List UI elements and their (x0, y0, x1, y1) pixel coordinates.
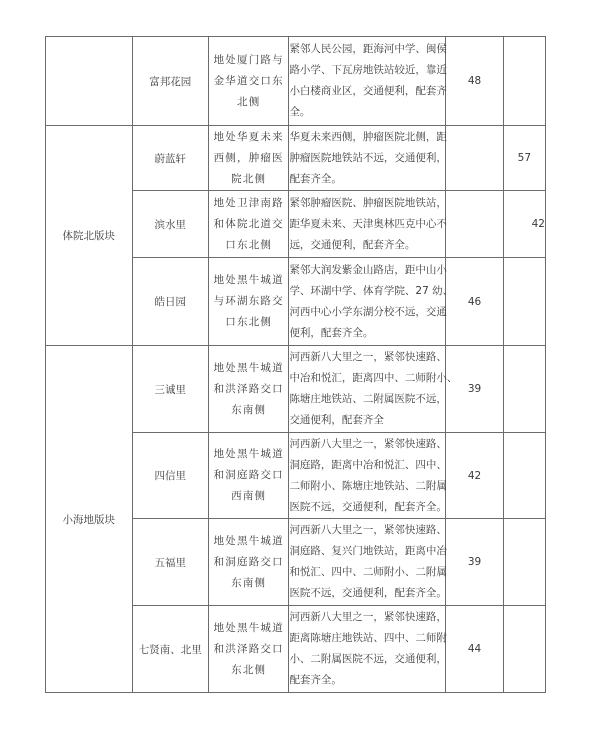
location-line: 和洞庭路交口 (213, 555, 284, 568)
extra-score-cell (503, 37, 545, 126)
score-cell: 39 (446, 519, 503, 606)
description-cell (289, 433, 446, 519)
score-cell: 46 (446, 258, 503, 346)
description-line: 配套齐全。 (289, 674, 342, 686)
location-line: 地处黑牛城道 (213, 361, 284, 374)
location-line: 和体院北道交 (213, 217, 284, 230)
description-cell (289, 37, 446, 126)
location-line: 地处黑牛城道 (213, 621, 284, 634)
description-line: 医院不远，交通便利，配套齐全。 (289, 500, 447, 513)
community-name: 蔚蓝轩 (132, 126, 208, 191)
extra-score-cell: 42 (503, 191, 545, 258)
location-line: 西南侧 (231, 490, 267, 502)
location-cell (208, 346, 288, 433)
location-line: 与环湖东路交 (213, 295, 284, 307)
extra-score-cell (503, 346, 545, 433)
location-line: 地处黑牛城道 (213, 534, 284, 547)
score-cell: 39 (446, 346, 503, 433)
location-line: 和洪泽路交口 (213, 642, 284, 655)
description-line: 河西新八大里之一，紧邻快速路、 (289, 524, 447, 536)
description-line: 小白楼商业区，交通便利，配套齐 (289, 85, 447, 97)
location-line: 口东北侧 (225, 238, 273, 251)
table-row (46, 126, 546, 191)
location-line: 地处黑牛城道 (213, 274, 284, 286)
extra-score-cell: 57 (503, 126, 545, 191)
community-name: 三诚里 (132, 346, 208, 433)
region-label: 体院北版块 (46, 126, 133, 346)
description-cell (289, 191, 446, 258)
description-line: 医院不远，交通便利，配套齐全。 (289, 587, 447, 599)
description-line: 远，交通便利，配套齐全。 (289, 238, 416, 251)
description-line: 小、二附属医院不远，交通便利， (289, 653, 447, 665)
description-line: 距离陈塘庄地铁站、四中、二师附 (289, 632, 447, 644)
score-cell: 44 (446, 606, 503, 693)
community-table (45, 36, 546, 693)
location-cell (208, 191, 288, 258)
location-line: 北侧 (237, 95, 261, 108)
community-name: 富邦花园 (132, 37, 208, 126)
description-cell (289, 126, 446, 191)
community-name: 七贤南、北里 (132, 606, 208, 693)
description-line: 河西新八大里之一，紧邻快速路、 (289, 351, 447, 363)
description-line: 紧邻肿瘤医院、肿瘤医院地铁站， (289, 196, 447, 209)
table-row (46, 37, 546, 126)
description-line: 陈塘庄地铁站、二附属医院不远， (289, 393, 447, 405)
extra-score-cell (503, 519, 545, 606)
description-line: 交通便利，配套齐全 (289, 414, 384, 426)
region-label: 小海地版块 (46, 346, 133, 693)
description-cell (289, 346, 458, 433)
description-cell (289, 606, 446, 693)
score-cell (446, 191, 503, 258)
community-name: 皓日园 (132, 258, 208, 346)
location-line: 西侧，肿瘤医 (213, 151, 284, 164)
community-name: 四信里 (132, 433, 208, 519)
extra-score-cell (503, 258, 545, 346)
description-line: 紧邻大润发紫金山路店，距中山小 (289, 263, 447, 276)
location-line: 东北侧 (231, 663, 267, 676)
description-line: 路小学、下瓦房地铁站较近，靠近 (289, 64, 447, 76)
location-line: 东南侧 (231, 576, 267, 589)
community-name: 滨水里 (132, 191, 208, 258)
table-row (46, 346, 546, 433)
description-line: 距华夏未来、天津奥林匹克中心不 (289, 217, 447, 230)
location-line: 地处卫津南路 (213, 196, 284, 209)
description-line: 学、环湖中学、体育学院、27 幼、 (289, 284, 454, 297)
score-cell: 48 (446, 37, 503, 126)
description-line: 配套齐全。 (289, 172, 342, 185)
description-line: 肿瘤医院地铁站不远，交通便利， (289, 151, 447, 164)
description-line: 全。 (289, 106, 311, 118)
description-line: 和悦汇、四中、二师附小、二附属 (289, 566, 447, 578)
location-line: 金华道交口东 (213, 74, 284, 87)
extra-score-cell (503, 606, 545, 693)
location-line: 地处厦门路与 (213, 53, 284, 66)
location-line: 东南侧 (231, 403, 267, 416)
location-line: 和洪泽路交口 (213, 382, 284, 395)
location-cell (208, 606, 288, 693)
location-line: 和洞庭路交口 (213, 469, 284, 481)
description-line: 河西中心小学东湖分校不远，交通 (289, 305, 447, 318)
location-line: 地处黑牛城道 (213, 448, 284, 460)
description-line: 中冶和悦汇，距离四中、二师附小、 (289, 372, 458, 384)
description-cell (289, 519, 446, 606)
description-line: 河西新八大里之一，紧邻快速路， (289, 611, 447, 623)
description-cell (289, 258, 454, 346)
description-line: 洞庭路、复兴门地铁站，距离中冶 (289, 545, 447, 557)
description-line: 便利，配套齐全。 (289, 326, 374, 339)
community-name: 五福里 (132, 519, 208, 606)
description-line: 华夏未来西侧，肿瘤医院北侧，距 (289, 130, 447, 143)
location-line: 院北侧 (231, 172, 267, 185)
location-line: 地处华夏未来 (213, 130, 284, 143)
location-cell (208, 519, 288, 606)
description-line: 河西新八大里之一，紧邻快速路、 (289, 437, 447, 450)
description-line: 二师附小、陈塘庄地铁站、二附属 (289, 479, 447, 492)
location-cell (208, 126, 288, 191)
description-line: 洞庭路，距离中冶和悦汇、四中、 (289, 458, 447, 471)
location-cell (208, 433, 288, 519)
location-cell (208, 37, 288, 126)
description-line: 紧邻人民公园，距海河中学、闽侯 (289, 43, 447, 55)
location-cell (208, 258, 288, 346)
score-cell: 42 (446, 433, 503, 519)
region-cell (46, 37, 133, 126)
extra-score-cell (503, 433, 545, 519)
score-cell (446, 126, 503, 191)
location-line: 口东北侧 (225, 316, 273, 328)
